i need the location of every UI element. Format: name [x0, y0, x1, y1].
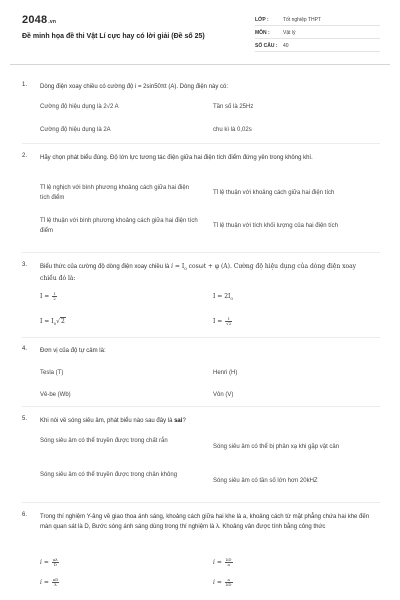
option-d[interactable]: i = $\frac{a}{\lambda D}$	[213, 577, 232, 587]
page-title: Đề minh họa đề thi Vật Lí cực hay có lời giải (Đề số 25)	[22, 33, 205, 40]
question-separator	[22, 406, 380, 407]
site-logo[interactable]: 2048.vn	[22, 14, 57, 26]
exam-meta	[255, 14, 380, 53]
meta-row-question-count: SỐ CÂU : 40	[255, 40, 380, 52]
option-d[interactable]: Tỉ lệ thuận với tích khối lượng của hai điện tích	[213, 223, 338, 229]
option-d[interactable]: Sóng siêu âm có tần số lớn hơn 20kHZ	[213, 478, 318, 484]
question-text: Dòng điện xoay chiều có cường độ i = 2sin50πt (A). Dòng điện này có:	[40, 84, 229, 90]
question-text: Đơn vị của độ tự cảm là:	[40, 348, 106, 354]
option-a[interactable]: Tesla (T)	[40, 370, 64, 376]
option-b[interactable]: Tỉ lệ thuận với khoảng cách giữa hai điện tích	[213, 190, 335, 196]
meta-row-class: LỚP : Tốt nghiệp THPT	[255, 14, 380, 26]
option-b[interactable]: i = $\frac{\lambda D}{a}$	[213, 557, 232, 567]
question-number: 3.	[22, 262, 28, 268]
option-a[interactable]: Cường độ hiệu dụng là 2√2 A	[40, 104, 119, 110]
header-divider	[10, 64, 390, 65]
option-b[interactable]: $I = 2I_0$	[213, 293, 233, 302]
option-a[interactable]: I = $\frac{I}{2}$	[40, 291, 56, 301]
question-separator	[22, 502, 380, 503]
option-c[interactable]: Vê-be (Wb)	[40, 392, 71, 398]
option-c[interactable]: $I = I_0√2$	[40, 318, 65, 327]
page-header	[0, 0, 400, 62]
option-c[interactable]: i = $\frac{aD}{\lambda}$	[40, 577, 59, 587]
question-separator	[22, 143, 380, 144]
question-number: 2.	[22, 153, 28, 159]
question-text: Hãy chọn phát biểu đúng. Độ lớn lực tương tác điện giữa hai điện tích điểm đứng yên trong không khí.	[40, 155, 313, 161]
option-d[interactable]: I = $\frac{I}{√2}$	[213, 316, 232, 326]
option-a[interactable]: i = $\frac{a\lambda}{D}$	[40, 557, 58, 567]
option-b[interactable]: Tần số là 25Hz	[213, 104, 254, 110]
question-number: 4.	[22, 346, 28, 352]
question-separator	[22, 252, 380, 253]
option-c[interactable]: Tỉ lệ thuận với bình phương khoảng cách giữa hai điện tích điểm	[40, 218, 198, 234]
question-number: 6.	[22, 512, 28, 518]
question-text: Khi nói về sóng siêu âm, phát biểu nào sau đây là sai?	[40, 418, 186, 424]
option-a[interactable]: Sóng siêu âm có thể truyền được trong chất rắn	[40, 438, 168, 444]
option-c[interactable]: Sóng siêu âm có thể truyền được trong chân không	[40, 472, 178, 478]
question-number: 5.	[22, 416, 28, 422]
question-text: Biểu thức của cường độ dòng điện xoay chiều là $i = I_0$ cosωt + φ (A). Cường độ hiệu dụng của dòng điện xoay chiều đó là:	[40, 263, 357, 283]
option-b[interactable]: Sóng siêu âm có thể bị phản xạ khi gặp vật cản	[213, 444, 340, 450]
meta-row-subject: MÔN : Vật lý	[255, 27, 380, 39]
option-a[interactable]: Tỉ lệ nghịch với bình phương khoảng cách giữa hai điện tích điểm	[40, 185, 189, 201]
question-text: Trong thí nghiệm Y-âng về giao thoa ánh sáng, khoảng cách giữa hai khe là a, khoảng cách từ mặt phẳng chứa hai khe đến màn quan sát là D, Bước sóng ánh sáng dùng trong thí nghiệm là λ. Khoảng vân được tính bằng công thức	[40, 514, 370, 530]
option-d[interactable]: Vôn (V)	[213, 392, 234, 398]
option-d[interactable]: chu kì là 0,02s	[213, 127, 252, 133]
option-b[interactable]: Henri (H)	[213, 370, 238, 376]
question-number: 1.	[22, 82, 28, 88]
question-separator	[22, 337, 380, 338]
option-c[interactable]: Cường độ hiệu dụng là 2A	[40, 127, 111, 133]
